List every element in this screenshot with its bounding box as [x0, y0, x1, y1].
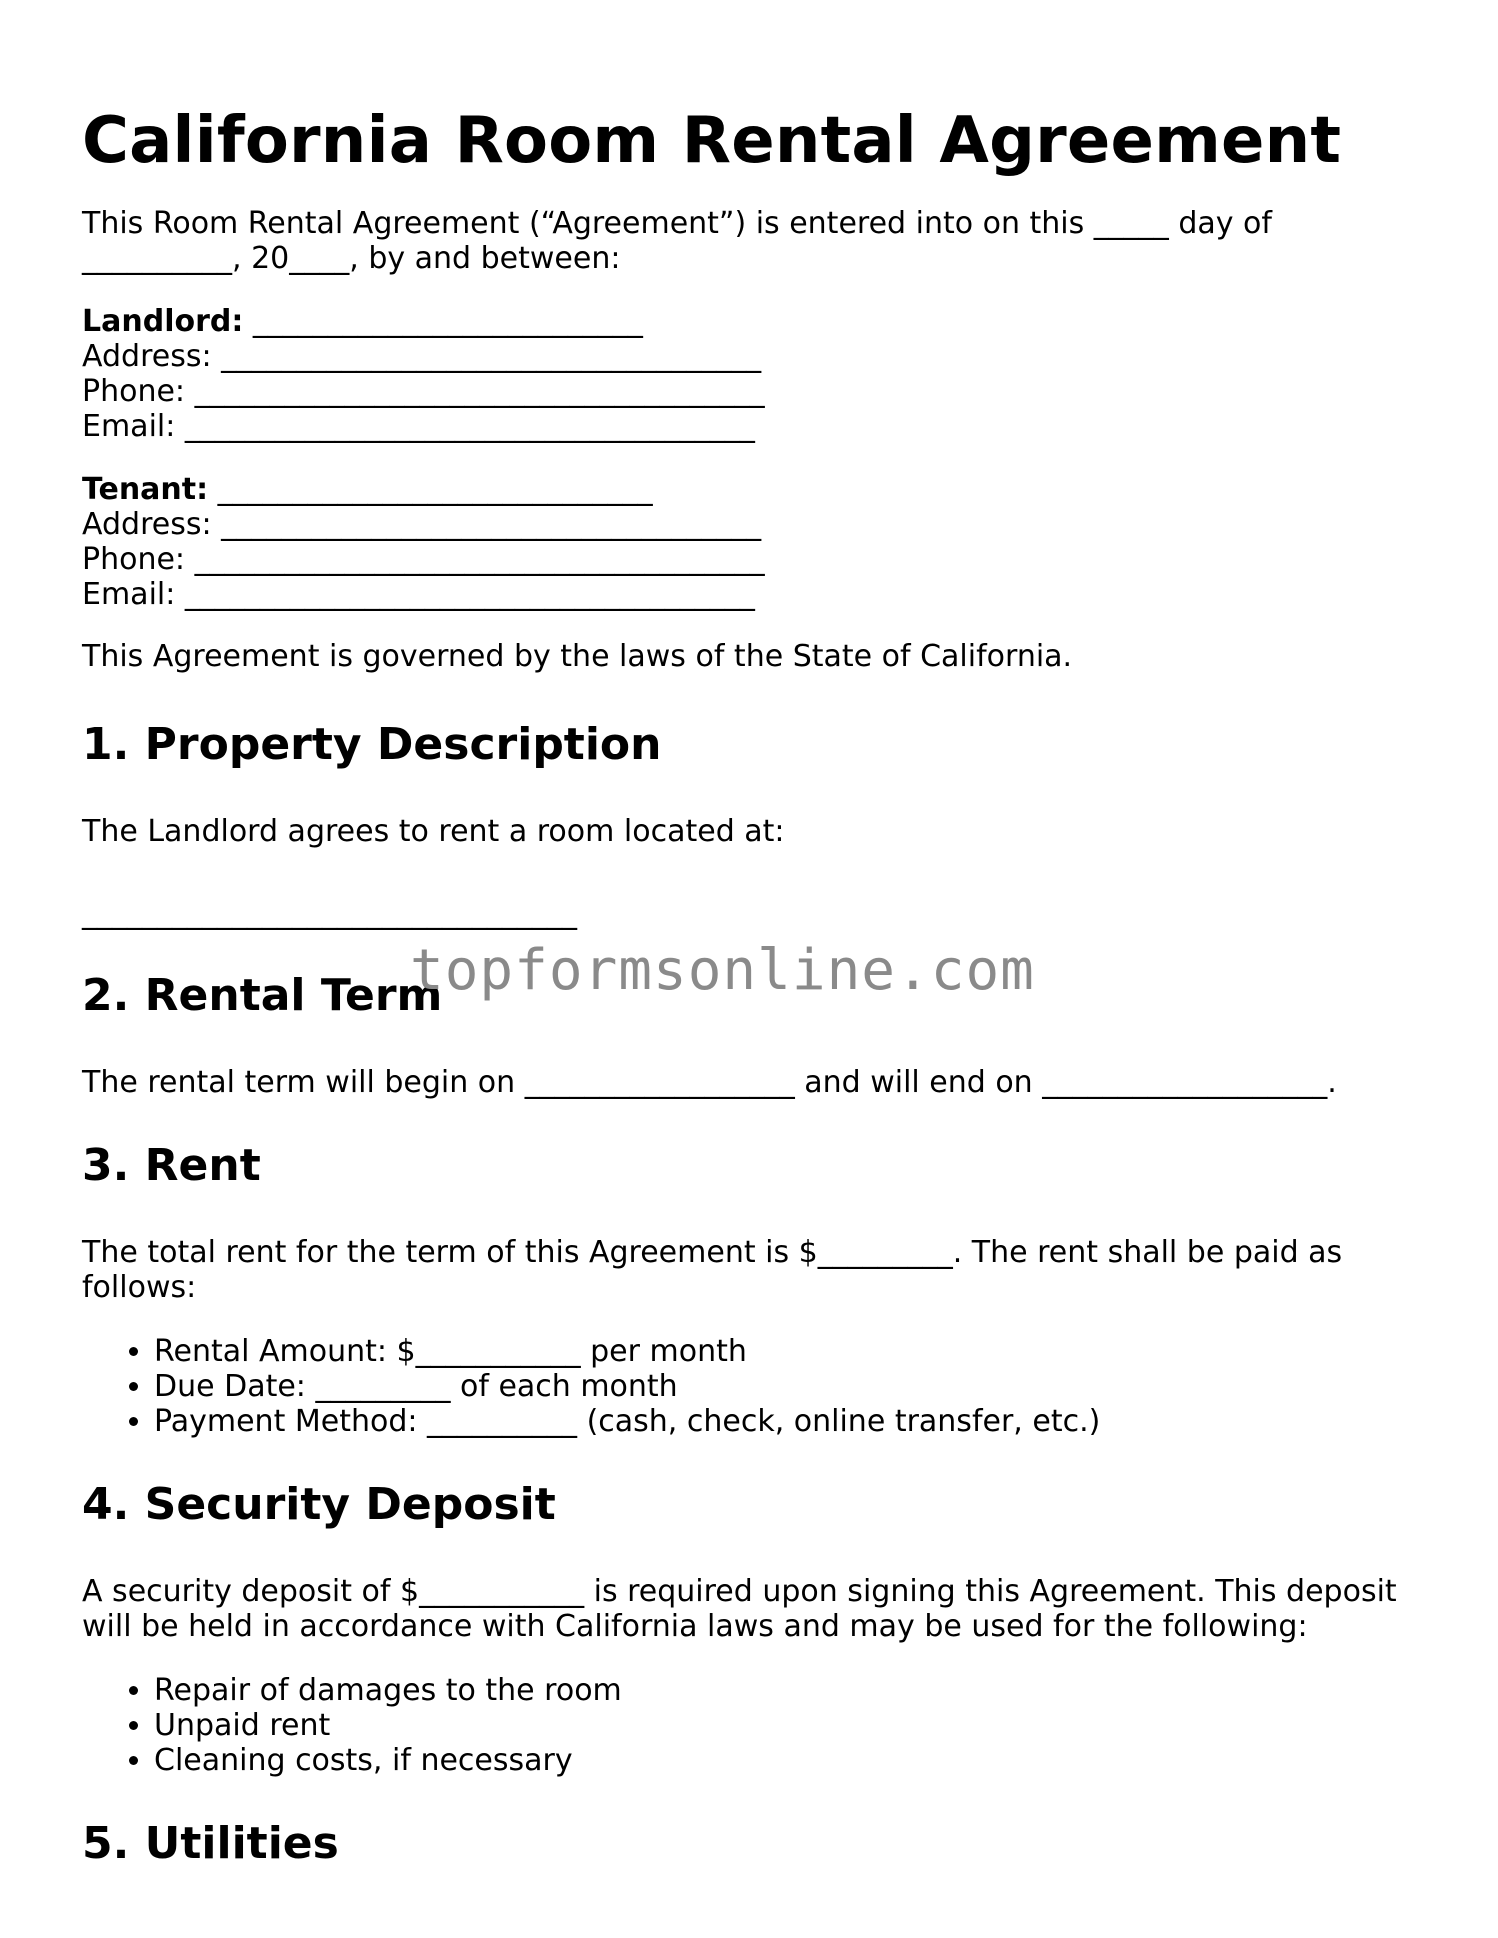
landlord-name-line: [82, 304, 1422, 339]
landlord-phone: Phone: ______________________________________: [82, 374, 765, 409]
tenant-email: Email: ______________________________________: [82, 577, 755, 612]
rent-text-line-2: follows:: [82, 1270, 197, 1305]
governing-law: This Agreement is governed by the laws of the State of California.: [82, 639, 1073, 674]
heading-rental-term: 2. Rental Term: [82, 970, 443, 1021]
rent-terms-list: [82, 1334, 1422, 1439]
list-item: • Repair of damages to the room: [154, 1673, 1422, 1708]
list-item: • Due Date: _________ of each month: [154, 1369, 1422, 1404]
list-item: • Payment Method: __________ (cash, check, online transfer, etc.): [154, 1404, 1422, 1439]
tenant-address: Address: ____________________________________: [82, 507, 762, 542]
intro-line-2: __________, 20____, by and between:: [82, 241, 621, 276]
tenant-name-line: [82, 472, 1422, 507]
watermark: topformsonline.com: [410, 938, 1035, 1003]
heading-rent: 3. Rent: [82, 1140, 261, 1191]
heading-security-deposit: 4. Security Deposit: [82, 1479, 556, 1530]
rental-term-text: The rental term will begin on __________________ and will end on ___________________.: [82, 1065, 1337, 1100]
intro-paragraph: [82, 206, 1422, 276]
deposit-text-line-2: will be held in accordance with California laws and may be used for the following:: [82, 1609, 1308, 1644]
document-title: California Room Rental Agreement: [82, 104, 1342, 178]
list-item: • Unpaid rent: [154, 1708, 1422, 1743]
landlord-label: Landlord:: [82, 304, 244, 339]
rent-text-line-1: The total rent for the term of this Agreement is $_________. The rent shall be paid as: [82, 1235, 1343, 1270]
heading-utilities: 5. Utilities: [82, 1818, 339, 1869]
deposit-uses-list: [82, 1673, 1422, 1778]
tenant-label: Tenant:: [82, 472, 209, 507]
landlord-name-blank: __________________________: [243, 304, 643, 339]
heading-property-description: 1. Property Description: [82, 719, 662, 770]
tenant-block: [82, 472, 1422, 612]
deposit-text-line-1: A security deposit of $___________ is required upon signing this Agreement. This deposit: [82, 1574, 1397, 1609]
tenant-name-blank: _____________________________: [208, 472, 653, 507]
list-item: • Cleaning costs, if necessary: [154, 1743, 1422, 1778]
rent-text: [82, 1235, 1422, 1305]
tenant-phone: Phone: ______________________________________: [82, 542, 765, 577]
property-text: The Landlord agrees to rent a room located at:: [82, 814, 785, 849]
deposit-text: [82, 1574, 1422, 1644]
landlord-block: [82, 304, 1422, 444]
landlord-address: Address: ____________________________________: [82, 339, 762, 374]
intro-line-1: This Room Rental Agreement (“Agreement”) is entered into on this _____ day of: [82, 206, 1272, 241]
property-address-blank: _________________________________: [82, 896, 577, 931]
list-item: • Rental Amount: $___________ per month: [154, 1334, 1422, 1369]
landlord-email: Email: ______________________________________: [82, 409, 755, 444]
